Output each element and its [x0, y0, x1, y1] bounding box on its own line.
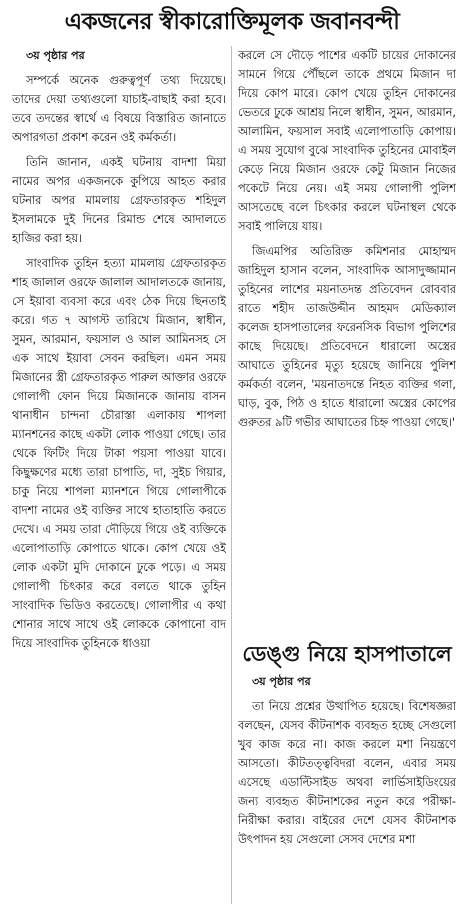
continued-from-label: ৩য় পৃষ্ঠার পর [26, 49, 85, 62]
sub-paragraph-1: তা নিয়ে প্রশ্নের উত্থাপিত হয়েছে। বিশেষজ্ঞরা বলছেন, যেসব কীটনাশক ব্যবহৃত হচ্ছে সেগুলো খুব কাজ করে না। কাজ করলে মশা নিয়ন্ত্রণে আসতো। কীটতত্ত্ববিদরা বলেন, এবার সময় এসেছে এডাল্টিসাইড অথবা লার্ভিসাইডিংয়ের জন্য ব্যবহৃত কীটনাশকের নতুন করে পরীক্ষা-নিরীক্ষা করার। বাইরের দেশে যেসব কীটনাশক উৎপাদন হয় সেগুলো সেসব দেশের মশা [238, 700, 456, 846]
sub-continued-from-label: ৩য় পৃষ্ঠার পর [252, 675, 311, 688]
right-paragraph-2: জিএমপির অতিরিক্ত কমিশনার মোহাম্মদ জাহিদুল হাসান বলেন, সাংবাদিক আসাদুজ্জামান তুহিনের লাশের ময়নাতদন্ত প্রতিবেদন রোববার রাতে শহীদ তাজউদ্দীন আহমদ মেডিক্যাল কলেজ হাসপাতালের ফরেনসিক বিভাগ পুলিশের কাছে দিয়েছে। প্রতিবেদনে ধারালো অস্ত্রের আঘাতে তুহিনের মৃত্যু হয়েছে জানিয়ে পুলিশ কর্মকর্তা বলেন, 'ময়নাতদন্তে নিহত ব্যক্তির গলা, ঘাড়, বুক, পিঠ ও হাতে ধারালো অস্ত্রের কোপের গুরুতর ৯টি গভীর আঘাতের চিহ্ন পাওয়া গেছে।' [238, 245, 456, 429]
left-column [12, 46, 226, 904]
right-article-continuation [238, 46, 456, 604]
right-paragraph-1: করলে সে দৌড়ে পাশের একটি চায়ের দোকানের সামনে গিয়ে পৌঁছলে তাকে প্রথমে মিজান দা দিয়ে কোপ মারে। কোপ খেয়ে তুহিন দোকানের ভেতরে ঢুকে আশ্রয় নিলে স্বাধীন, সুমন, আরমান, আলামিন, ফয়সাল সবাই এলোপাতাড়ি কোপায়। এ সময় সুযোগ বুঝে সাংবাদিক তুহিনের মোবাইল কেড়ে নিয়ে মিজান ওরফে কেটু মিজান নিজের পকেটে নিয়ে নেয়। এই সময় গোলাপী পুলিশ আসতেছে বলে চিৎকার করলে ঘটনাস্থল থেকে সবাই পালিয়ে যায়। [238, 49, 456, 233]
sub-headline: ডেঙ্গু নিয়ে হাসপাতালে [242, 641, 452, 666]
headline: একজনের স্বীকারোক্তিমূলক জবানবন্দী [64, 7, 400, 35]
left-paragraph-3: সাংবাদিক তুহিন হত্যা মামলায় গ্রেফতারকৃত শাহ জালাল ওরফে জালাল আদালতকে জানায়, সে ইয়াবা ব্যবসা করে এবং ঠেক দিয়ে ছিনতাই করে। গত ৭ আগস্ট তারিখে মিজান, স্বাধীন, সুমন, আরমান, ফয়সাল ও আল আমিনসহ সে এক সাথে ইয়াবা সেবন করছিল। এমন সময় মিজানের স্ত্রী গ্রেফতারকৃত পারুল আক্তার ওরফে গোলাপী ফোন দিয়ে মিজানকে জানায় বাসন থানাধীন চান্দনা চৌরাস্তা এলাকায় শাপলা ম্যানশনের কাছে একটা লোক পাওয়া গেছে। তার থেকে ফিটিং দিয়ে টাকা পয়সা পাওয়া যাবে। কিছুক্ষণের মধ্যে তারা চাপাতি, দা, সুইচ গিয়ার, চাকু নিয়ে শাপলা ম্যানশনে গিয়ে গোলাপীকে বাদশা নামের ওই ব্যক্তির সাথে হাতাহাতি করতে দেখে। এ সময় তারা দৌড়িয়ে গিয়ে ওই ব্যক্তিকে এলোপাতাড়ি কোপাতে থাকে। কোপ খেয়ে ওই লোক একটা মুদি দোকানে ঢুকে পড়ে। এ সময় গোলাপী চিৎকার করে বলতে থাকে তুহিন সাংবাদিক ভিডিও করতেছে। গোলাপীর এ কথা শোনার সাথে সাথে ওই লোককে কোপানো বাদ দিয়ে সাংবাদিক তুহিনকে ধাওয়া [12, 257, 226, 650]
left-paragraph-1: সম্পর্কে অনেক গুরুত্বপূর্ণ তথ্য দিয়েছে। তাদের দেয়া তথ্যগুলো যাচাই-বাছাই করা হবে। তবে তদন্তের স্বার্থে এ বিষয়ে বিস্তারিত জানাতে অপারগতা প্রকাশ করেন ওই কর্মকর্তা। [12, 74, 226, 144]
right-column [238, 46, 456, 904]
left-paragraph-2: তিনি জানান, একই ঘটনায় বাদশা মিয়া নামের অপর একজনকে কুপিয়ে আহত করার ঘটনার অপর মামলায় গ্রেফতারকৃত শহিদুল ইসলামকে দুই দিনের রিমান্ড শেষে আদালতে হাজির করা হয়। [12, 156, 226, 245]
column-divider [231, 46, 232, 904]
